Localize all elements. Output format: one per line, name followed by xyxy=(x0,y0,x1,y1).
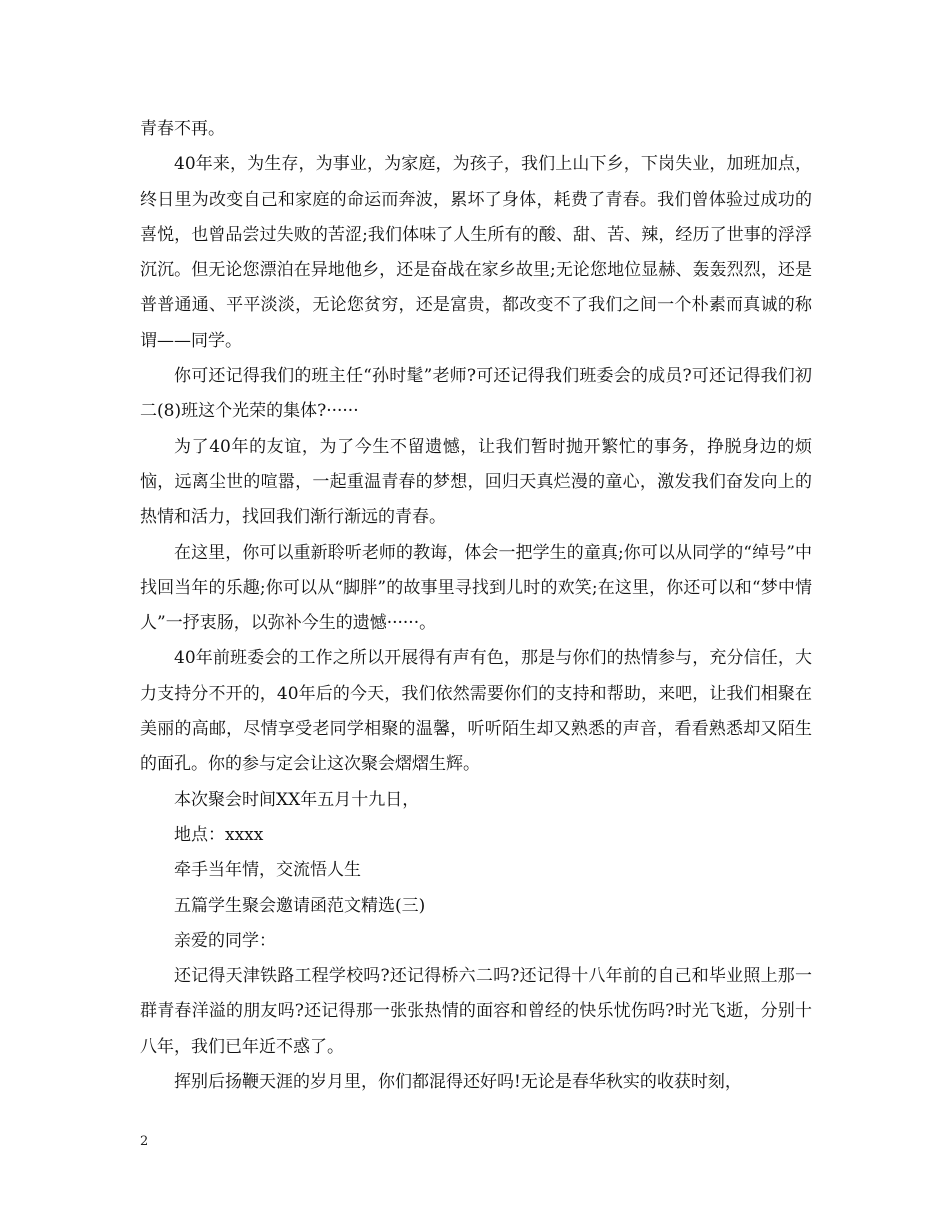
body-text xyxy=(140,112,812,1100)
paragraph: 40年来，为生存，为事业，为家庭，为孩子，我们上山下乡，下岗失业，加班加点，终日里为改变自己和家庭的命运而奔波，累坏了身体，耗费了青春。我们曾体验过成功的喜悦，也曾品尝过失败的苦涩;我们体味了人生所有的酸、甜、苦、辣，经历了世事的浮浮沉沉。但无论您漂泊在异地他乡，还是奋战在家乡故里;无论您地位显赫、轰轰烈烈，还是普普通通、平平淡淡，无论您贫穷，还是富贵，都改变不了我们之间一个朴素而真诚的称谓——同学。 xyxy=(140,154,812,351)
paragraph: 挥别后扬鞭天涯的岁月里，你们都混得还好吗!无论是春华秋实的收获时刻， xyxy=(174,1072,742,1093)
paragraph: 40年前班委会的工作之所以开展得有声有色，那是与你们的热情参与，充分信任，大力支持分不开的，40年后的今天，我们依然需要你们的支持和帮助，来吧，让我们相聚在美丽的高邮，尽情享受老同学相聚的温馨，听听陌生却又熟悉的声音，看看熟悉却又陌生的面孔。你的参与定会让这次聚会熠熠生辉。 xyxy=(140,648,812,775)
paragraph: 青春不再。 xyxy=(140,119,225,139)
page-number: 2 xyxy=(140,1134,149,1149)
paragraph: 在这里，你可以重新聆听老师的教诲，体会一把学生的童真;你可以从同学的“绰号”中找回当年的乐趣;你可以从“脚胖”的故事里寻找到儿时的欢笑;在这里，你还可以和“梦中情人”一抒衷肠，以弥补今生的遗憾······。 xyxy=(140,542,812,634)
paragraph: 本次聚会时间XX年五月十九日， xyxy=(174,789,420,810)
section-heading: 五篇学生聚会邀请函范文精选(三) xyxy=(174,895,426,916)
salutation: 亲爱的同学： xyxy=(174,930,276,951)
paragraph: 牵手当年情，交流悟人生 xyxy=(174,860,361,881)
paragraph: 地点：xxxx xyxy=(174,824,264,845)
paragraph: 为了40年的友谊，为了今生不留遗憾，让我们暂时抛开繁忙的事务，挣脱身边的烦恼，远离尘世的喧嚣，一起重温青春的梦想，回归天真烂漫的童心，激发我们奋发向上的热情和活力，找回我们渐行渐远的青春。 xyxy=(140,436,812,528)
paragraph: 你可还记得我们的班主任“孙时髦”老师?可还记得我们班委会的成员?可还记得我们初二(8)班这个光荣的集体?······ xyxy=(140,366,812,422)
paragraph: 还记得天津铁路工程学校吗?还记得桥六二吗?还记得十八年前的自己和毕业照上那一群青春洋溢的朋友吗?还记得那一张张热情的面容和曾经的快乐忧伤吗?时光飞逝，分别十八年，我们已年近不惑了。 xyxy=(140,966,812,1057)
